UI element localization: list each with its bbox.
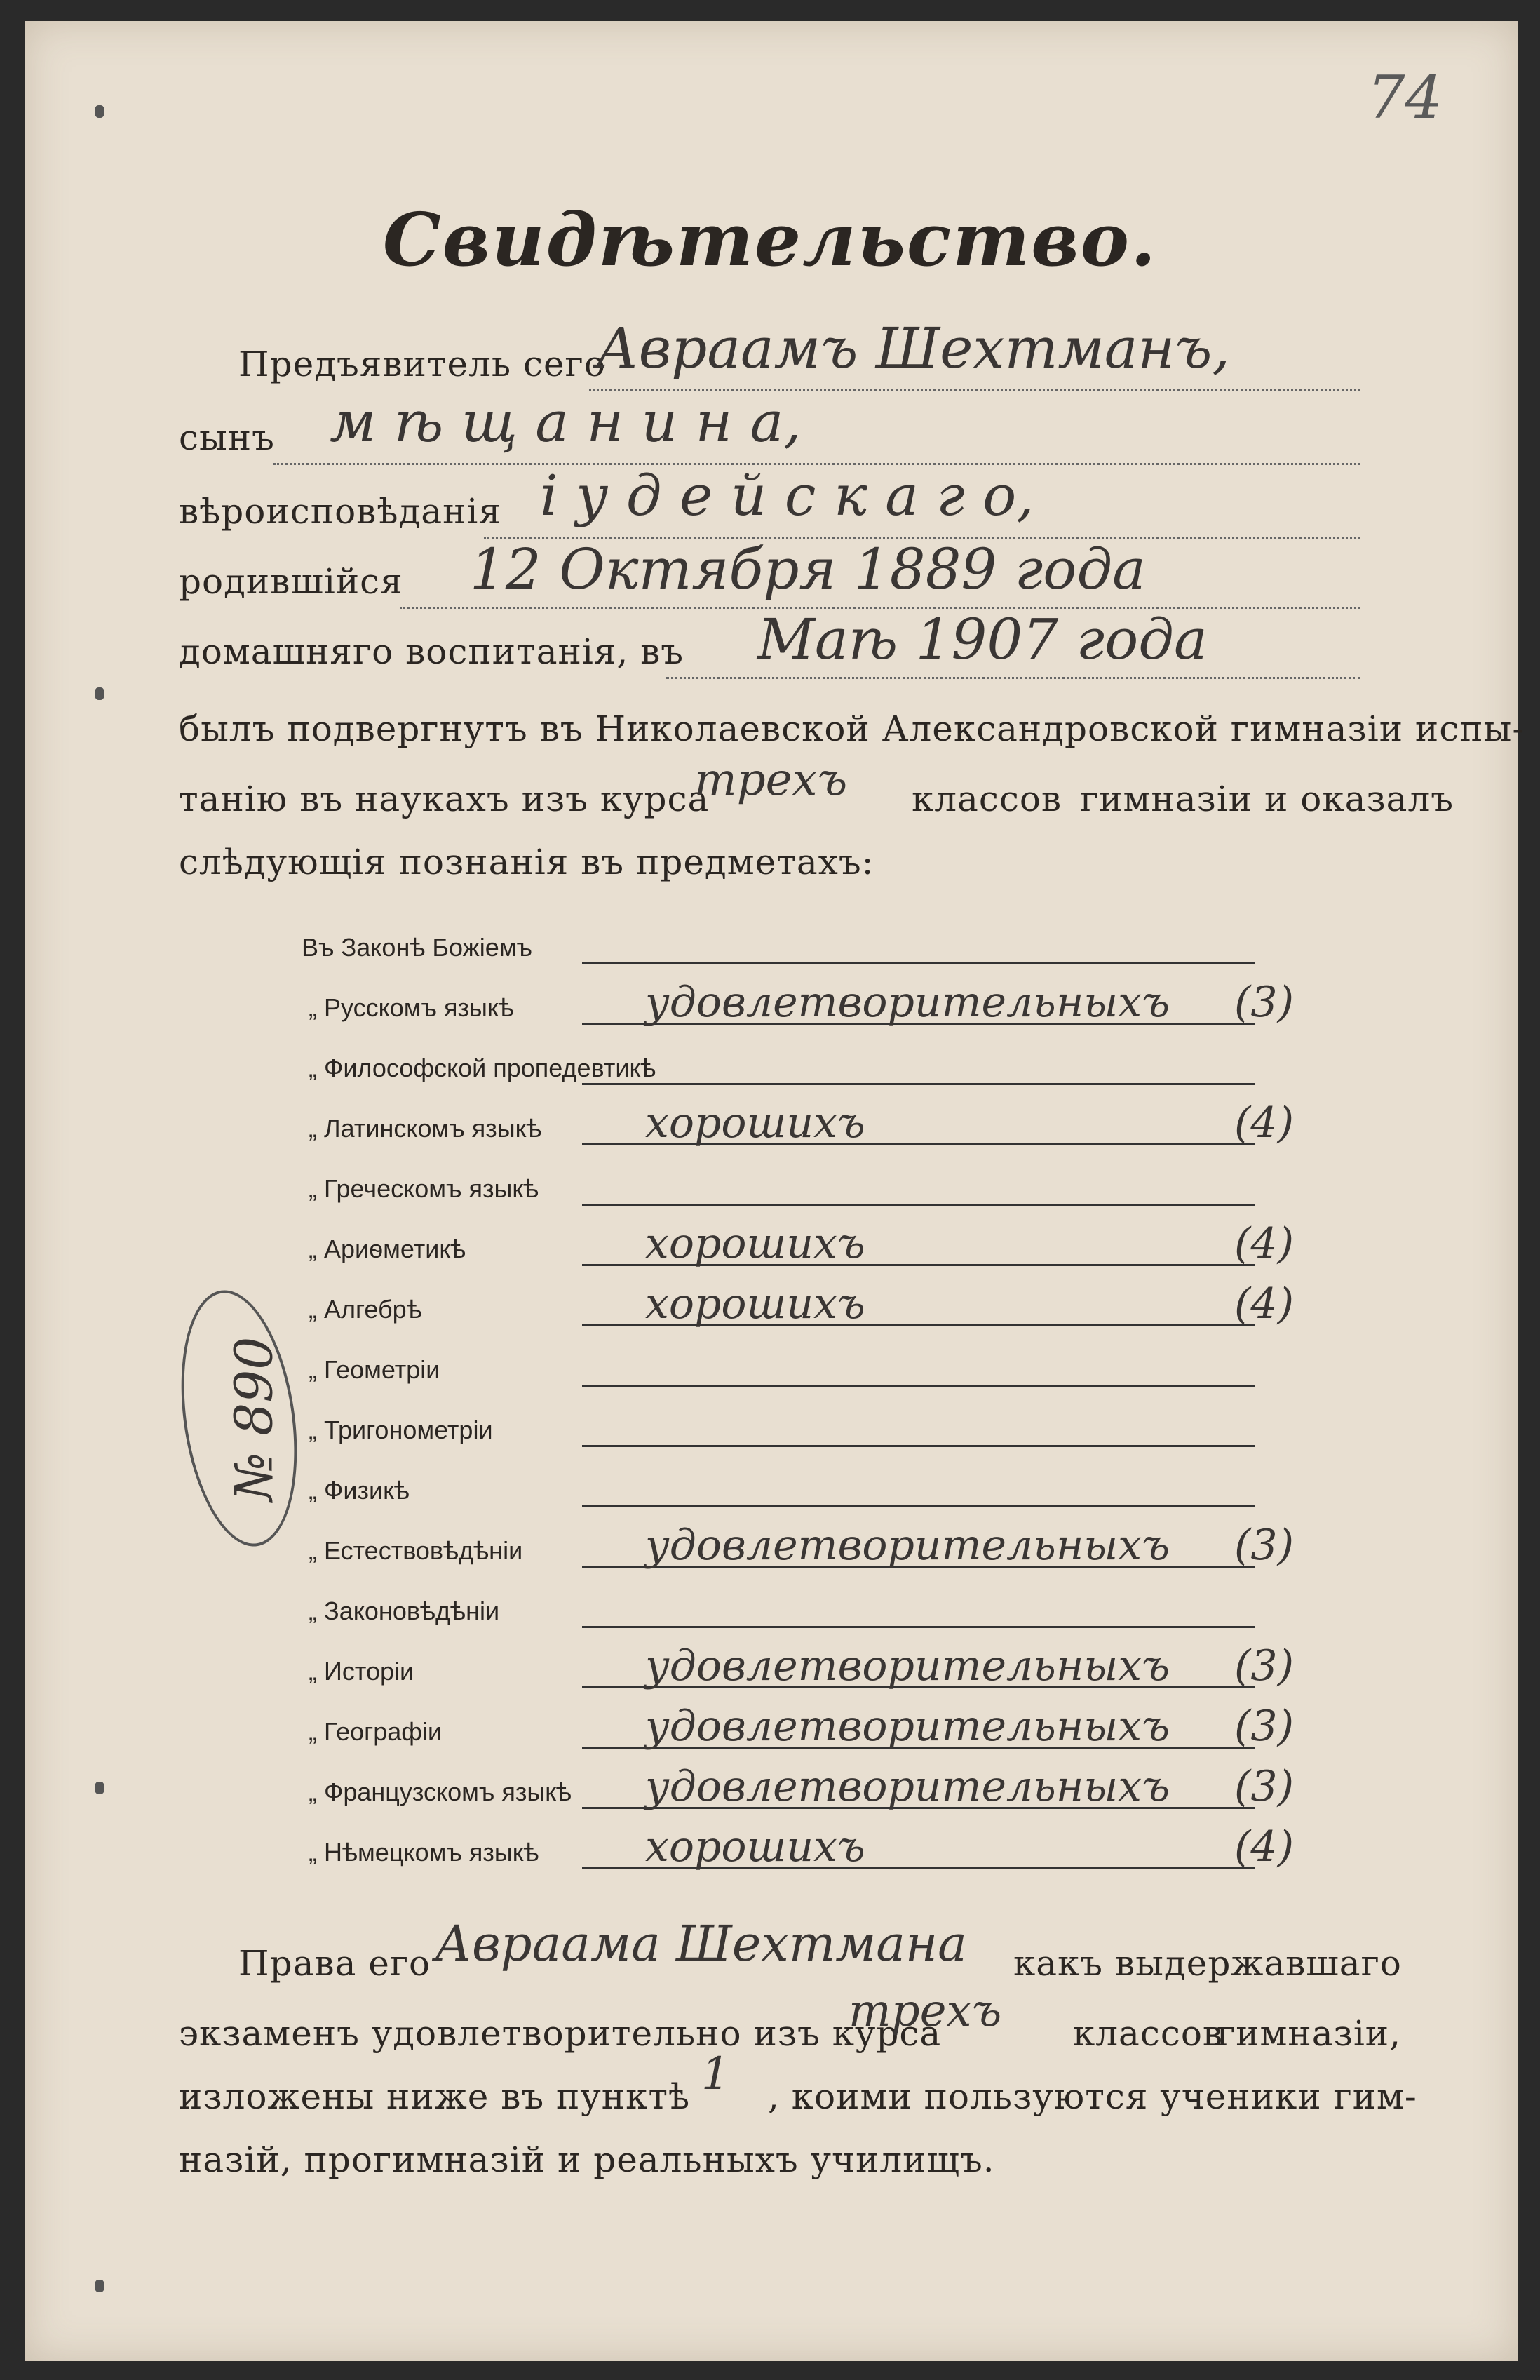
subject-line xyxy=(582,1083,1255,1085)
subject-grade: удовлетворительныхъ xyxy=(645,1521,1170,1570)
subject-grade: хорошихъ xyxy=(645,1098,865,1148)
subject-label: „ Естествовѣдѣніи xyxy=(309,1536,523,1565)
subject-line xyxy=(582,1626,1255,1628)
subject-score: (4) xyxy=(1234,1822,1294,1871)
rights-c: экзаменъ удовлетворительно изъ курса xyxy=(179,2013,942,2054)
page-title: Свидѣтельство. xyxy=(382,196,1158,283)
subject-grade: хорошихъ xyxy=(645,1279,865,1329)
binder-hole xyxy=(95,687,104,700)
education-label: домашняго воспитанія, въ xyxy=(179,631,684,672)
subject-label: „ Нѣмецкомъ языкѣ xyxy=(309,1838,539,1867)
subject-line xyxy=(582,1385,1255,1387)
rights-name: Авраама Шехтмана xyxy=(435,1915,967,1972)
subject-line xyxy=(582,1505,1255,1507)
born-value: 12 Октября 1889 года xyxy=(470,537,1146,602)
rights-a: Права его xyxy=(238,1943,431,1984)
subject-label: „ Законовѣдѣніи xyxy=(309,1596,500,1625)
rights-courses: трехъ xyxy=(849,1985,1002,2037)
bearer-label: Предъявитель сего xyxy=(238,344,606,384)
rights-e: гимназіи, xyxy=(1217,2013,1402,2054)
subject-label: „ Ариѳметикѣ xyxy=(309,1235,466,1263)
subject-label: „ Географіи xyxy=(309,1717,443,1746)
exam-date: Маѣ 1907 года xyxy=(757,607,1208,672)
binder-hole xyxy=(95,105,104,118)
body-line-3: слѣдующія познанія въ предметахъ: xyxy=(179,842,874,882)
subject-grade: удовлетворительныхъ xyxy=(645,1702,1170,1751)
subject-score: (4) xyxy=(1234,1098,1294,1148)
rights-b: какъ выдержавшаго xyxy=(1013,1943,1402,1984)
subject-label: „ Исторіи xyxy=(309,1657,414,1686)
subject-line xyxy=(582,1204,1255,1206)
subject-label: „ Русскомъ языкѣ xyxy=(309,993,514,1022)
born-label: родившійся xyxy=(179,561,403,602)
stamp-text: № 890 xyxy=(224,1336,285,1502)
rights-h: назій, прогимназій и реальныхъ училищъ. xyxy=(179,2139,995,2180)
rights-d: классов xyxy=(1073,2013,1224,2054)
subject-score: (3) xyxy=(1234,1641,1294,1690)
subject-label: „ Французскомъ языкѣ xyxy=(309,1777,572,1806)
subject-label: „ Греческомъ языкѣ xyxy=(309,1174,539,1203)
subject-score: (3) xyxy=(1234,1521,1294,1570)
religion-value: і у д е й с к а г о, xyxy=(540,463,1034,528)
religion-label: вѣроисповѣданія xyxy=(179,491,501,532)
subject-grade: хорошихъ xyxy=(645,1822,865,1871)
subject-score: (3) xyxy=(1234,1762,1294,1811)
subject-label: „ Физикѣ xyxy=(309,1476,410,1505)
rights-g: , коими пользуются ученики гим- xyxy=(768,2076,1417,2117)
subject-score: (4) xyxy=(1234,1279,1294,1329)
subject-grade: хорошихъ xyxy=(645,1219,865,1268)
subject-label: „ Латинскомъ языкѣ xyxy=(309,1114,542,1143)
subject-label: „ Философской пропедевтикѣ xyxy=(309,1054,656,1082)
subject-line xyxy=(582,962,1255,964)
subject-grade: удовлетворительныхъ xyxy=(645,1641,1170,1690)
body-line-2c: гимназіи и оказалъ xyxy=(1080,779,1454,819)
bearer-name: Авраамъ Шехтманъ, xyxy=(596,316,1230,381)
subject-score: (3) xyxy=(1234,978,1294,1027)
body-line-2b: классов xyxy=(912,779,1062,819)
subject-score: (4) xyxy=(1234,1219,1294,1268)
son-value: м ѣ щ а н и н а, xyxy=(330,389,802,455)
rights-point: 1 xyxy=(701,2048,730,2100)
body-line-2a: танію въ наукахъ изъ курса xyxy=(179,779,710,819)
subject-label: „ Тригонометріи xyxy=(309,1416,493,1444)
subject-grade: удовлетворительныхъ xyxy=(645,978,1170,1027)
binder-hole xyxy=(95,1782,104,1794)
subject-line xyxy=(582,1445,1255,1447)
subject-grade: удовлетворительныхъ xyxy=(645,1762,1170,1811)
subject-label: Въ Законѣ Божіемъ xyxy=(302,933,532,962)
son-label: сынъ xyxy=(179,417,275,458)
rights-f: изложены ниже въ пунктѣ xyxy=(179,2076,691,2117)
page-number: 74 xyxy=(1367,63,1443,132)
subject-label: „ Алгебрѣ xyxy=(309,1295,422,1324)
courses-value: трехъ xyxy=(694,754,848,806)
binder-hole xyxy=(95,2280,104,2292)
subject-label: „ Геометріи xyxy=(309,1355,440,1384)
body-line-1: былъ подвергнутъ въ Николаевской Александровской гимназіи испы- xyxy=(179,708,1525,749)
subject-score: (3) xyxy=(1234,1702,1294,1751)
